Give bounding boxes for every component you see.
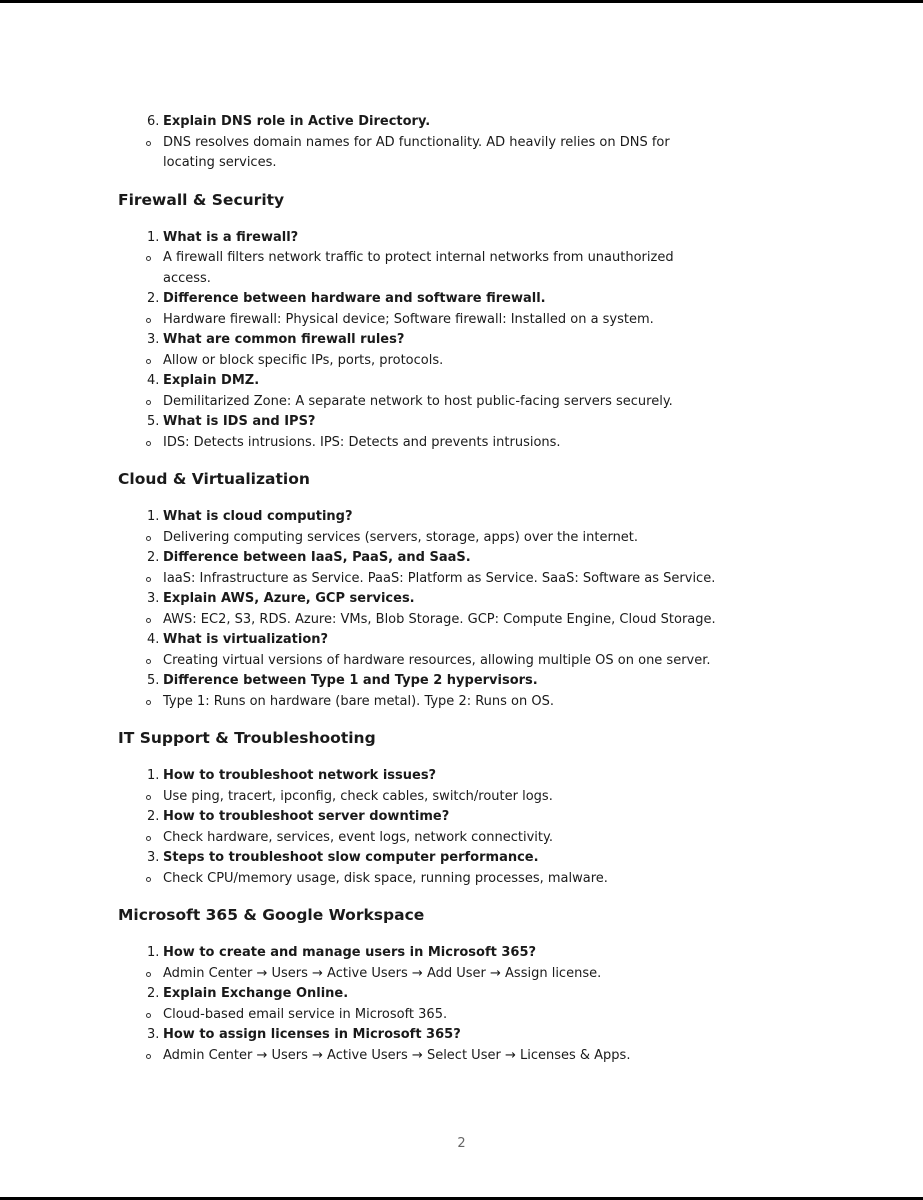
question-list <box>118 507 818 712</box>
answer-text: Type 1: Runs on hardware (bare metal). Type 2: Runs on OS. <box>163 693 554 709</box>
document-page <box>118 112 818 1066</box>
answer-line <box>118 351 723 372</box>
question-text: Difference between IaaS, PaaS, and SaaS. <box>163 550 471 565</box>
question-text: How to troubleshoot server downtime? <box>163 809 450 824</box>
question-text: Difference between Type 1 and Type 2 hypervisors. <box>163 673 538 688</box>
answer-line <box>118 828 723 849</box>
answer-line <box>118 392 723 413</box>
question-text: How to troubleshoot network issues? <box>163 768 437 783</box>
circle-bullet-icon <box>146 795 151 800</box>
item-number: 3. <box>147 591 160 606</box>
item-number: 2. <box>147 291 160 306</box>
circle-bullet-icon <box>146 441 151 446</box>
circle-bullet-icon <box>146 1013 151 1018</box>
circle-bullet-icon <box>146 536 151 541</box>
item-number: 3. <box>147 850 160 865</box>
answer-text: Demilitarized Zone: A separate network to host public-facing servers securely. <box>163 393 673 409</box>
answer-line <box>118 310 723 331</box>
list-item <box>118 112 818 133</box>
answer-text: Admin Center → Users → Active Users → Select User → Licenses & Apps. <box>163 1047 631 1063</box>
list-item <box>118 412 818 433</box>
list-item <box>118 766 818 787</box>
list-item <box>118 228 818 249</box>
section-heading: Microsoft 365 & Google Workspace <box>118 906 425 924</box>
circle-bullet-icon <box>146 141 151 146</box>
question-text: What is virtualization? <box>163 632 329 647</box>
answer-line <box>118 528 723 549</box>
answer-line <box>118 248 723 289</box>
question-list <box>118 766 818 889</box>
answer-line <box>118 964 723 985</box>
answer-line <box>118 651 723 672</box>
circle-bullet-icon <box>146 318 151 323</box>
item-number: 1. <box>147 229 160 245</box>
section-heading: Firewall & Security <box>118 190 285 209</box>
item-number: 5. <box>147 414 160 429</box>
question-text: Difference between hardware and software firewall. <box>163 291 546 306</box>
item-number: 3. <box>147 332 160 347</box>
item-number: 1. <box>147 509 160 524</box>
list-item <box>118 507 818 528</box>
circle-bullet-icon <box>146 618 151 623</box>
answer-line <box>118 1046 723 1067</box>
circle-bullet-icon <box>146 877 151 882</box>
item-number: 6. <box>147 114 160 129</box>
answer-line <box>118 569 723 590</box>
question-list <box>118 943 818 1066</box>
question-text: Steps to troubleshoot slow computer performance. <box>163 850 539 865</box>
list-item <box>118 1025 818 1046</box>
list-item <box>118 330 818 351</box>
answer-text: Creating virtual versions of hardware resources, allowing multiple OS on one server. <box>163 652 711 668</box>
list-item <box>118 289 818 310</box>
list-item <box>118 848 818 869</box>
question-text: How to assign licenses in Microsoft 365? <box>163 1027 461 1042</box>
question-text: What is cloud computing? <box>163 509 353 524</box>
answer-text: IDS: Detects intrusions. IPS: Detects and prevents intrusions. <box>163 434 561 450</box>
answer-line <box>118 433 723 454</box>
list-item <box>118 371 818 392</box>
answer-text: AWS: EC2, S3, RDS. Azure: VMs, Blob Storage. GCP: Compute Engine, Cloud Storage. <box>163 611 716 627</box>
circle-bullet-icon <box>146 972 151 977</box>
question-text: Explain Exchange Online. <box>163 986 349 1001</box>
item-number: 5. <box>147 673 160 688</box>
answer-text: Hardware firewall: Physical device; Software firewall: Installed on a system. <box>163 311 654 327</box>
answer-text: Check CPU/memory usage, disk space, running processes, malware. <box>163 870 608 886</box>
continuation-list <box>118 112 818 174</box>
answer-text: Allow or block specific IPs, ports, protocols. <box>163 352 444 368</box>
circle-bullet-icon <box>146 836 151 841</box>
answer-line <box>118 610 723 631</box>
answer-text: IaaS: Infrastructure as Service. PaaS: Platform as Service. SaaS: Software as Service. <box>163 570 716 586</box>
question-text: Explain DMZ. <box>163 373 260 388</box>
question-text: What are common firewall rules? <box>163 332 405 347</box>
list-item <box>118 671 818 692</box>
answer-line <box>118 1005 723 1026</box>
circle-bullet-icon <box>146 400 151 405</box>
question-text: How to create and manage users in Microsoft 365? <box>163 945 537 960</box>
item-number: 4. <box>147 373 160 388</box>
item-number: 3. <box>147 1027 160 1042</box>
item-number: 1. <box>147 945 160 960</box>
answer-text: Delivering computing services (servers, storage, apps) over the internet. <box>163 529 639 545</box>
section-heading: IT Support & Troubleshooting <box>118 729 376 747</box>
answer-text: Use ping, tracert, ipconfig, check cables, switch/router logs. <box>163 788 553 804</box>
list-item <box>118 807 818 828</box>
item-number: 2. <box>147 986 160 1001</box>
list-item <box>118 984 818 1005</box>
answer-text: A firewall filters network traffic to protect internal networks from unauthorized access. <box>163 250 674 286</box>
top-border <box>0 0 923 3</box>
list-item <box>118 548 818 569</box>
answer-line <box>118 692 723 713</box>
circle-bullet-icon <box>146 359 151 364</box>
item-number: 2. <box>147 809 160 824</box>
list-item <box>118 943 818 964</box>
page-number: 2 <box>457 1136 466 1151</box>
circle-bullet-icon <box>146 1054 151 1059</box>
circle-bullet-icon <box>146 700 151 705</box>
answer-line <box>118 869 723 890</box>
item-number: 4. <box>147 632 160 647</box>
answer-text: Cloud-based email service in Microsoft 365. <box>163 1006 448 1022</box>
section-heading: Cloud & Virtualization <box>118 470 310 488</box>
question-list <box>118 228 818 454</box>
question-text: Explain AWS, Azure, GCP services. <box>163 591 415 606</box>
item-number: 2. <box>147 550 160 565</box>
list-item <box>118 630 818 651</box>
answer-text: Admin Center → Users → Active Users → Add User → Assign license. <box>163 965 602 981</box>
answer-line <box>118 133 723 174</box>
answer-line <box>118 787 723 808</box>
item-number: 1. <box>147 768 160 783</box>
list-item <box>118 589 818 610</box>
question-text: What is a firewall? <box>163 229 299 245</box>
answer-text: DNS resolves domain names for AD functionality. AD heavily relies on DNS for locating services. <box>163 134 670 170</box>
sections-container <box>118 189 818 1067</box>
question-text: What is IDS and IPS? <box>163 414 316 429</box>
circle-bullet-icon <box>146 256 151 261</box>
question-text: Explain DNS role in Active Directory. <box>163 114 431 129</box>
circle-bullet-icon <box>146 577 151 582</box>
circle-bullet-icon <box>146 659 151 664</box>
answer-text: Check hardware, services, event logs, network connectivity. <box>163 829 553 845</box>
